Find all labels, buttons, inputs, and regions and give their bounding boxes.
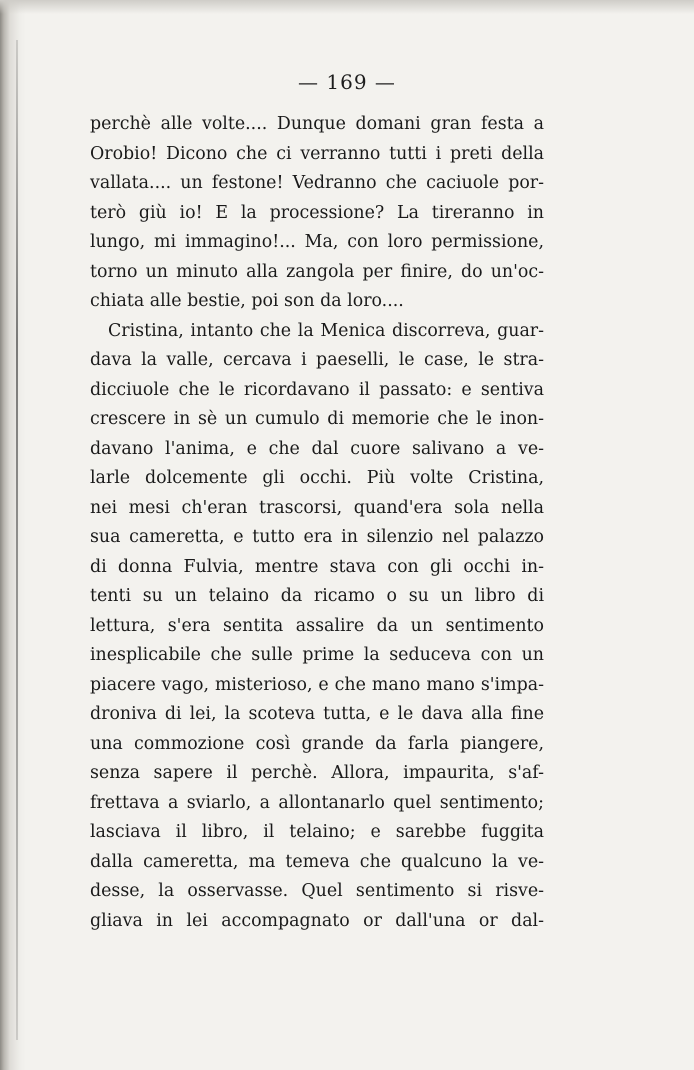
text-line: perchè alle volte.... Dunque domani gran festa a bbox=[90, 114, 544, 134]
text-line: dalla cameretta, ma temeva che qualcuno la ve- bbox=[90, 851, 544, 872]
text-line: vallata.... un festone! Vedranno che caciuole por- bbox=[90, 173, 544, 193]
text-line: crescere in sè un cumulo di memorie che le inon- bbox=[90, 409, 544, 429]
text-line: senza sapere il perchè. Allora, impaurita, s'af- bbox=[90, 763, 544, 783]
text-line: davano l'anima, e che dal cuore salivano a ve- bbox=[90, 438, 544, 459]
text-line: frettava a sviarlo, a allontanarlo quel sentimento; bbox=[90, 792, 544, 813]
text-line: terò giù io! E la processione? La tireranno in bbox=[90, 202, 544, 223]
binding-shadow-line bbox=[16, 40, 18, 1040]
body-text bbox=[90, 110, 544, 936]
text-line: chiata alle bestie, poi son da loro.... bbox=[90, 291, 404, 311]
page-number: — 169 — bbox=[298, 70, 396, 94]
top-edge-shadow bbox=[0, 0, 694, 14]
text-line: Orobio! Dicono che ci verranno tutti i preti della bbox=[90, 143, 544, 164]
text-line: sua cameretta, e tutto era in silenzio nel palazzo bbox=[90, 527, 544, 547]
text-line: larle dolcemente gli occhi. Più volte Cristina, bbox=[90, 468, 544, 488]
text-line: gliava in lei accompagnato or dall'una or dal- bbox=[90, 910, 544, 931]
text-line: lungo, mi immagino!... Ma, con loro permissione, bbox=[90, 232, 544, 252]
text-line: lasciava il libro, il telaino; e sarebbe fuggita bbox=[90, 822, 544, 842]
paragraph-start-line: Cristina, intanto che la Menica discorreva, guar- bbox=[108, 320, 544, 341]
text-line: tenti su un telaino da ricamo o su un libro di bbox=[90, 586, 544, 606]
binding-edge bbox=[0, 0, 26, 1070]
text-line: piacere vago, misterioso, e che mano mano s'impa- bbox=[90, 674, 544, 695]
text-line: inesplicabile che sulle prime la seduceva con un bbox=[90, 645, 544, 665]
text-line: desse, la osservasse. Quel sentimento si risve- bbox=[90, 881, 544, 901]
text-line: torno un minuto alla zangola per finire, do un'oc- bbox=[90, 261, 544, 282]
text-line: dava la valle, cercava i paeselli, le case, le stra- bbox=[90, 350, 544, 370]
text-line: dicciuole che le ricordavano il passato: e sentiva bbox=[90, 379, 544, 400]
text-line: una commozione così grande da farla piangere, bbox=[90, 733, 544, 754]
text-line: lettura, s'era sentita assalire da un sentimento bbox=[90, 615, 544, 636]
text-line: nei mesi ch'eran trascorsi, quand'era sola nella bbox=[90, 497, 544, 518]
text-line: droniva di lei, la scoteva tutta, e le dava alla fine bbox=[90, 704, 544, 724]
text-line: di donna Fulvia, mentre stava con gli occhi in- bbox=[90, 556, 544, 577]
